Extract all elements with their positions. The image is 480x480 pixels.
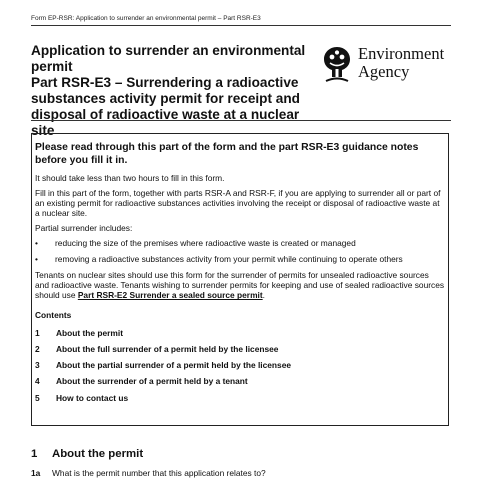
logo-text-line-1: Environment <box>358 44 445 63</box>
title-line-1: Application to surrender an environmental permit <box>31 43 306 74</box>
instructions-text: Fill in this part of the form, together with parts RSR-A and RSR-F, if you are applying to surrender all or part of an existing permit for radioactive substances activities involving the receipt or disposal of radioactive waste at a nuclear site. <box>35 187 441 219</box>
bullet-text: reducing the size of the premises where radioactive waste is created or managed <box>55 237 356 248</box>
contents-item[interactable] <box>35 328 445 338</box>
bullet-text: removing a radioactive substances activity from your permit while continuing to operate others <box>55 253 403 264</box>
logo-text-line-2: Agency <box>358 62 410 81</box>
section-number: 1 <box>31 448 38 460</box>
contents-item[interactable] <box>35 393 445 403</box>
question-number: 1a <box>31 468 41 478</box>
environment-agency-tree-logo-icon <box>320 44 354 84</box>
contents-item-label: About the partial surrender of a permit held by the licensee <box>56 360 292 371</box>
contents-item[interactable] <box>35 376 445 386</box>
contents-heading: Contents <box>35 309 72 320</box>
tenants-text-body: Tenants on nuclear sites should use this form for the surrender of permits for unsealed radioactive sources and radioactive waste. Tenants wishing to surrender permits for keeping and use of sealed radioactive sources should use <box>35 269 445 301</box>
bullet-glyph: • <box>35 253 38 264</box>
contents-item-number: 1 <box>35 327 40 338</box>
contents-item-label: How to contact us <box>56 392 129 403</box>
bullet-glyph: • <box>35 237 38 248</box>
title-line-2: Part RSR-E3 – Surrendering a radioactive substances activity permit for receipt and disposal of radioactive waste at a nuclear site <box>31 75 300 138</box>
form-reference-header: Form EP-RSR: Application to surrender an environmental permit – Part RSR-E3 <box>31 15 261 22</box>
guidance-box <box>31 133 449 426</box>
page-title <box>31 43 321 139</box>
question-text: What is the permit number that this application relates to? <box>52 468 266 478</box>
contents-item-number: 3 <box>35 360 40 371</box>
logo-wordmark <box>358 45 444 81</box>
contents-item[interactable] <box>35 344 445 354</box>
section-title: About the permit <box>52 448 144 460</box>
time-estimate-text: It should take less than two hours to fill in this form. <box>35 173 225 183</box>
contents-item-number: 4 <box>35 376 40 387</box>
contents-item-number: 2 <box>35 343 40 354</box>
header-divider <box>31 25 451 26</box>
title-divider <box>31 120 451 121</box>
section-1-heading <box>31 448 143 460</box>
contents-item-label: About the surrender of a permit held by a tenant <box>56 376 248 387</box>
environment-agency-logo <box>320 43 452 87</box>
tenants-text-end: . <box>262 290 265 301</box>
guidance-heading: Please read through this part of the form and the part RSR-E3 guidance notes before you fill it in. <box>35 142 419 166</box>
list-item <box>35 254 445 264</box>
list-item <box>35 238 445 248</box>
contents-item-number: 5 <box>35 392 40 403</box>
contents-item-label: About the full surrender of a permit held by the licensee <box>56 343 279 354</box>
partial-surrender-intro: Partial surrender includes: <box>35 222 133 233</box>
contents-item[interactable] <box>35 360 445 370</box>
rsr-e2-guidance-link[interactable]: Part RSR-E2 Surrender a sealed source permit <box>77 290 263 301</box>
tenants-text <box>35 270 445 301</box>
contents-item-label: About the permit <box>56 327 123 338</box>
question-1a <box>31 468 266 478</box>
